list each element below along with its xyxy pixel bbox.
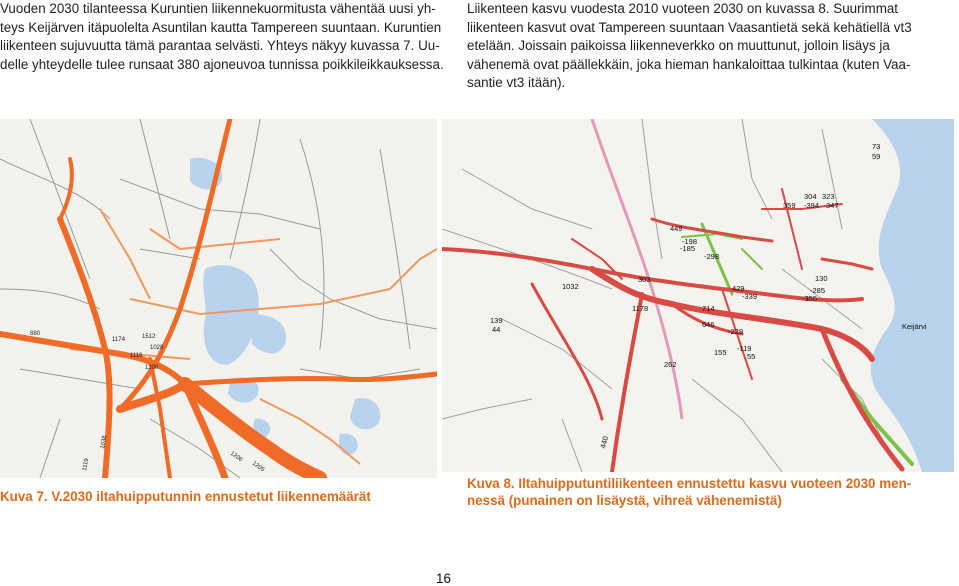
map-label: 44 <box>492 325 501 334</box>
map-label: -198 <box>682 237 698 246</box>
map-label: 323 <box>822 192 835 201</box>
map-label: 1200 <box>145 365 159 371</box>
map-label: -339 <box>742 292 758 301</box>
map-label: 646 <box>702 320 715 329</box>
lake-label: Keijärvi <box>902 322 927 331</box>
text-line: Liikenteen kasvu vuodesta 2010 vuoteen 2030 on kuvassa 8. Suurimmat <box>467 1 899 16</box>
map-label: 359 <box>783 201 796 210</box>
map-label: 139 <box>490 316 503 325</box>
map-label: -394 <box>804 201 820 210</box>
map-label: 880 <box>30 331 41 337</box>
map-label: 714 <box>702 304 715 313</box>
figure-caption-7: Kuva 7. V.2030 iltahuipputunnin ennustetut liikennemäärät <box>0 489 371 504</box>
text-line: teys Keijärven itäpuolelta Asuntilan kautta Tampereen suuntaan. Kuruntien <box>0 19 442 35</box>
text-line: santie vt3 itään). <box>467 75 566 91</box>
map-label: 1032 <box>562 282 579 291</box>
map-label: 1174 <box>112 337 125 343</box>
map-label: 304 <box>804 192 817 201</box>
text-line: etelään. Joissain paikoissa liikenneverkko on muuttunut, jolloin lisäys ja <box>467 38 890 54</box>
text-line: delle yhteydelle tulee runsaat 380 ajoneuvoa tunnissa poikkileikkauksessa. <box>0 56 444 72</box>
map-label: 449 <box>670 224 683 233</box>
map-label: 73 <box>872 142 881 151</box>
map-label: -119 <box>737 344 752 353</box>
map-label: 1512 <box>142 334 156 340</box>
intro-paragraph-right <box>467 0 947 93</box>
caption-line: nessä (punainen on lisäystä, vihreä vähenemistä) <box>467 493 782 508</box>
figure-caption-8 <box>467 475 937 509</box>
traffic-growth-map <box>442 119 954 472</box>
map-canvas <box>442 119 954 472</box>
page-number: 16 <box>436 571 451 586</box>
map-label: 130 <box>815 274 828 283</box>
intro-paragraph-left <box>0 0 444 74</box>
map-label: -298 <box>704 252 720 261</box>
traffic-volume-map-2030 <box>0 119 437 478</box>
text-line: liikenteen kasvut ovat Tampereen suuntaan Vaasantietä sekä kehätiellä vt3 <box>467 19 912 35</box>
map-label: 59 <box>872 152 881 161</box>
map-label: 1038 <box>100 435 109 450</box>
map-label: 440 <box>598 435 611 450</box>
map-label: 155 <box>714 348 727 357</box>
map-label: 347 <box>826 201 839 210</box>
map-label: 262 <box>664 360 677 369</box>
map-label: -229 <box>728 327 744 336</box>
map-label: 1116 <box>130 353 143 359</box>
map-label: -355 <box>802 294 818 303</box>
map-canvas <box>0 119 437 478</box>
map-label: 55 <box>747 352 756 361</box>
text-line: Vuoden 2030 tilanteessa Kuruntien liikennekuormitusta vähentää uusi yh- <box>0 1 436 16</box>
map-label: 1205 <box>250 460 266 474</box>
map-label: -185 <box>680 244 696 253</box>
map-label: 1178 <box>632 304 649 313</box>
text-line: vähenemä ovat päällekkäin, joka hieman hankaloittaa tulkintaa (kuten Vaa- <box>467 56 911 72</box>
map-label: -285 <box>810 286 826 295</box>
map-label: 1206 <box>228 450 244 464</box>
map-label: 429 <box>732 284 745 293</box>
text-line: liikenteen sujuvuutta tämä parantaa selvästi. Yhteys näkyy kuvassa 7. Uu- <box>0 38 440 54</box>
caption-line: Kuva 8. Iltahuipputuntiliikenteen ennustettu kasvu vuoteen 2030 men- <box>467 476 912 491</box>
map-label: 1119 <box>82 458 91 472</box>
map-label: 1028 <box>150 345 164 351</box>
map-label: 303 <box>638 275 651 284</box>
